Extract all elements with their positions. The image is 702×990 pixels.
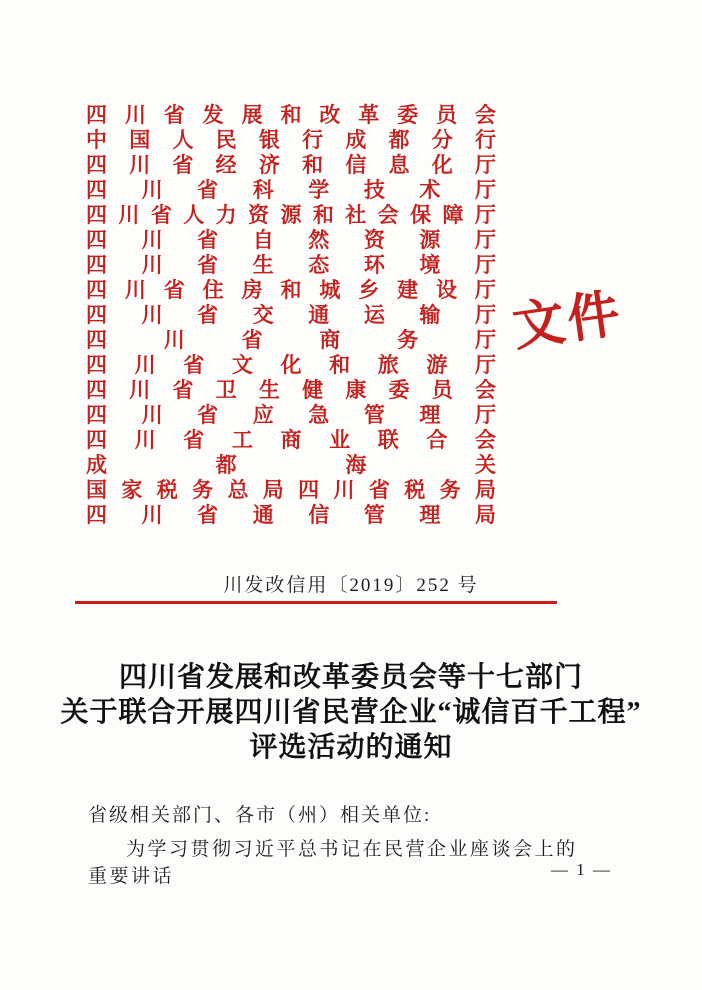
- department-line: 四 川 省 卫 生 健 康 委 员 会: [86, 378, 496, 402]
- title-line-1: 四川省发展和改革委员会等十七部门: [118, 662, 583, 693]
- department-line: 四 川 省 商 务 厅: [86, 328, 496, 352]
- salutation-line: 省级相关部门、各市（州）相关单位:: [88, 805, 432, 826]
- document-title: [0, 660, 702, 765]
- department-line: 国 家 税 务 总 局 四 川 省 税 务 局: [86, 478, 496, 502]
- title-line-2: 关于联合开展四川省民营企业“诚信百千工程”: [60, 697, 642, 728]
- title-line-3: 评选活动的通知: [249, 732, 453, 763]
- department-line: 四 川 省 生 态 环 境 厅: [86, 253, 496, 277]
- body-paragraph: 为学习贯彻习近平总书记在民营企业座谈会上的重要讲话: [88, 839, 578, 887]
- department-line: 四 川 省 应 急 管 理 厅: [86, 403, 496, 427]
- department-line: 四 川 省 自 然 资 源 厅: [86, 228, 496, 252]
- department-line: 四 川 省 文 化 和 旅 游 厅: [86, 353, 496, 377]
- document-number: 川发改信用〔2019〕252 号: [223, 575, 479, 596]
- department-line: 中 国 人 民 银 行 成 都 分 行: [86, 128, 496, 152]
- department-line: 四 川 省 科 学 技 术 厅: [86, 178, 496, 202]
- department-line: 四 川 省 通 信 管 理 局: [86, 503, 496, 527]
- department-line: 四 川 省 住 房 和 城 乡 建 设 厅: [86, 278, 496, 302]
- department-line: 四 川 省 工 商 业 联 合 会: [86, 428, 496, 452]
- document-stamp-label: 文件: [509, 285, 627, 358]
- department-line: 四 川 省 经 济 和 信 息 化 厅: [86, 153, 496, 177]
- page-number: — 1 —: [551, 860, 612, 879]
- department-line: 四 川 省 人 力 资 源 和 社 会 保 障 厅: [86, 203, 496, 227]
- department-line: 四 川 省 交 通 运 输 厅: [86, 303, 496, 327]
- department-line: 四 川 省 发 展 和 改 革 委 员 会: [86, 103, 496, 127]
- department-list: [86, 103, 496, 528]
- department-line: 成 都 海 关: [86, 453, 496, 477]
- red-divider-rule: [75, 601, 557, 604]
